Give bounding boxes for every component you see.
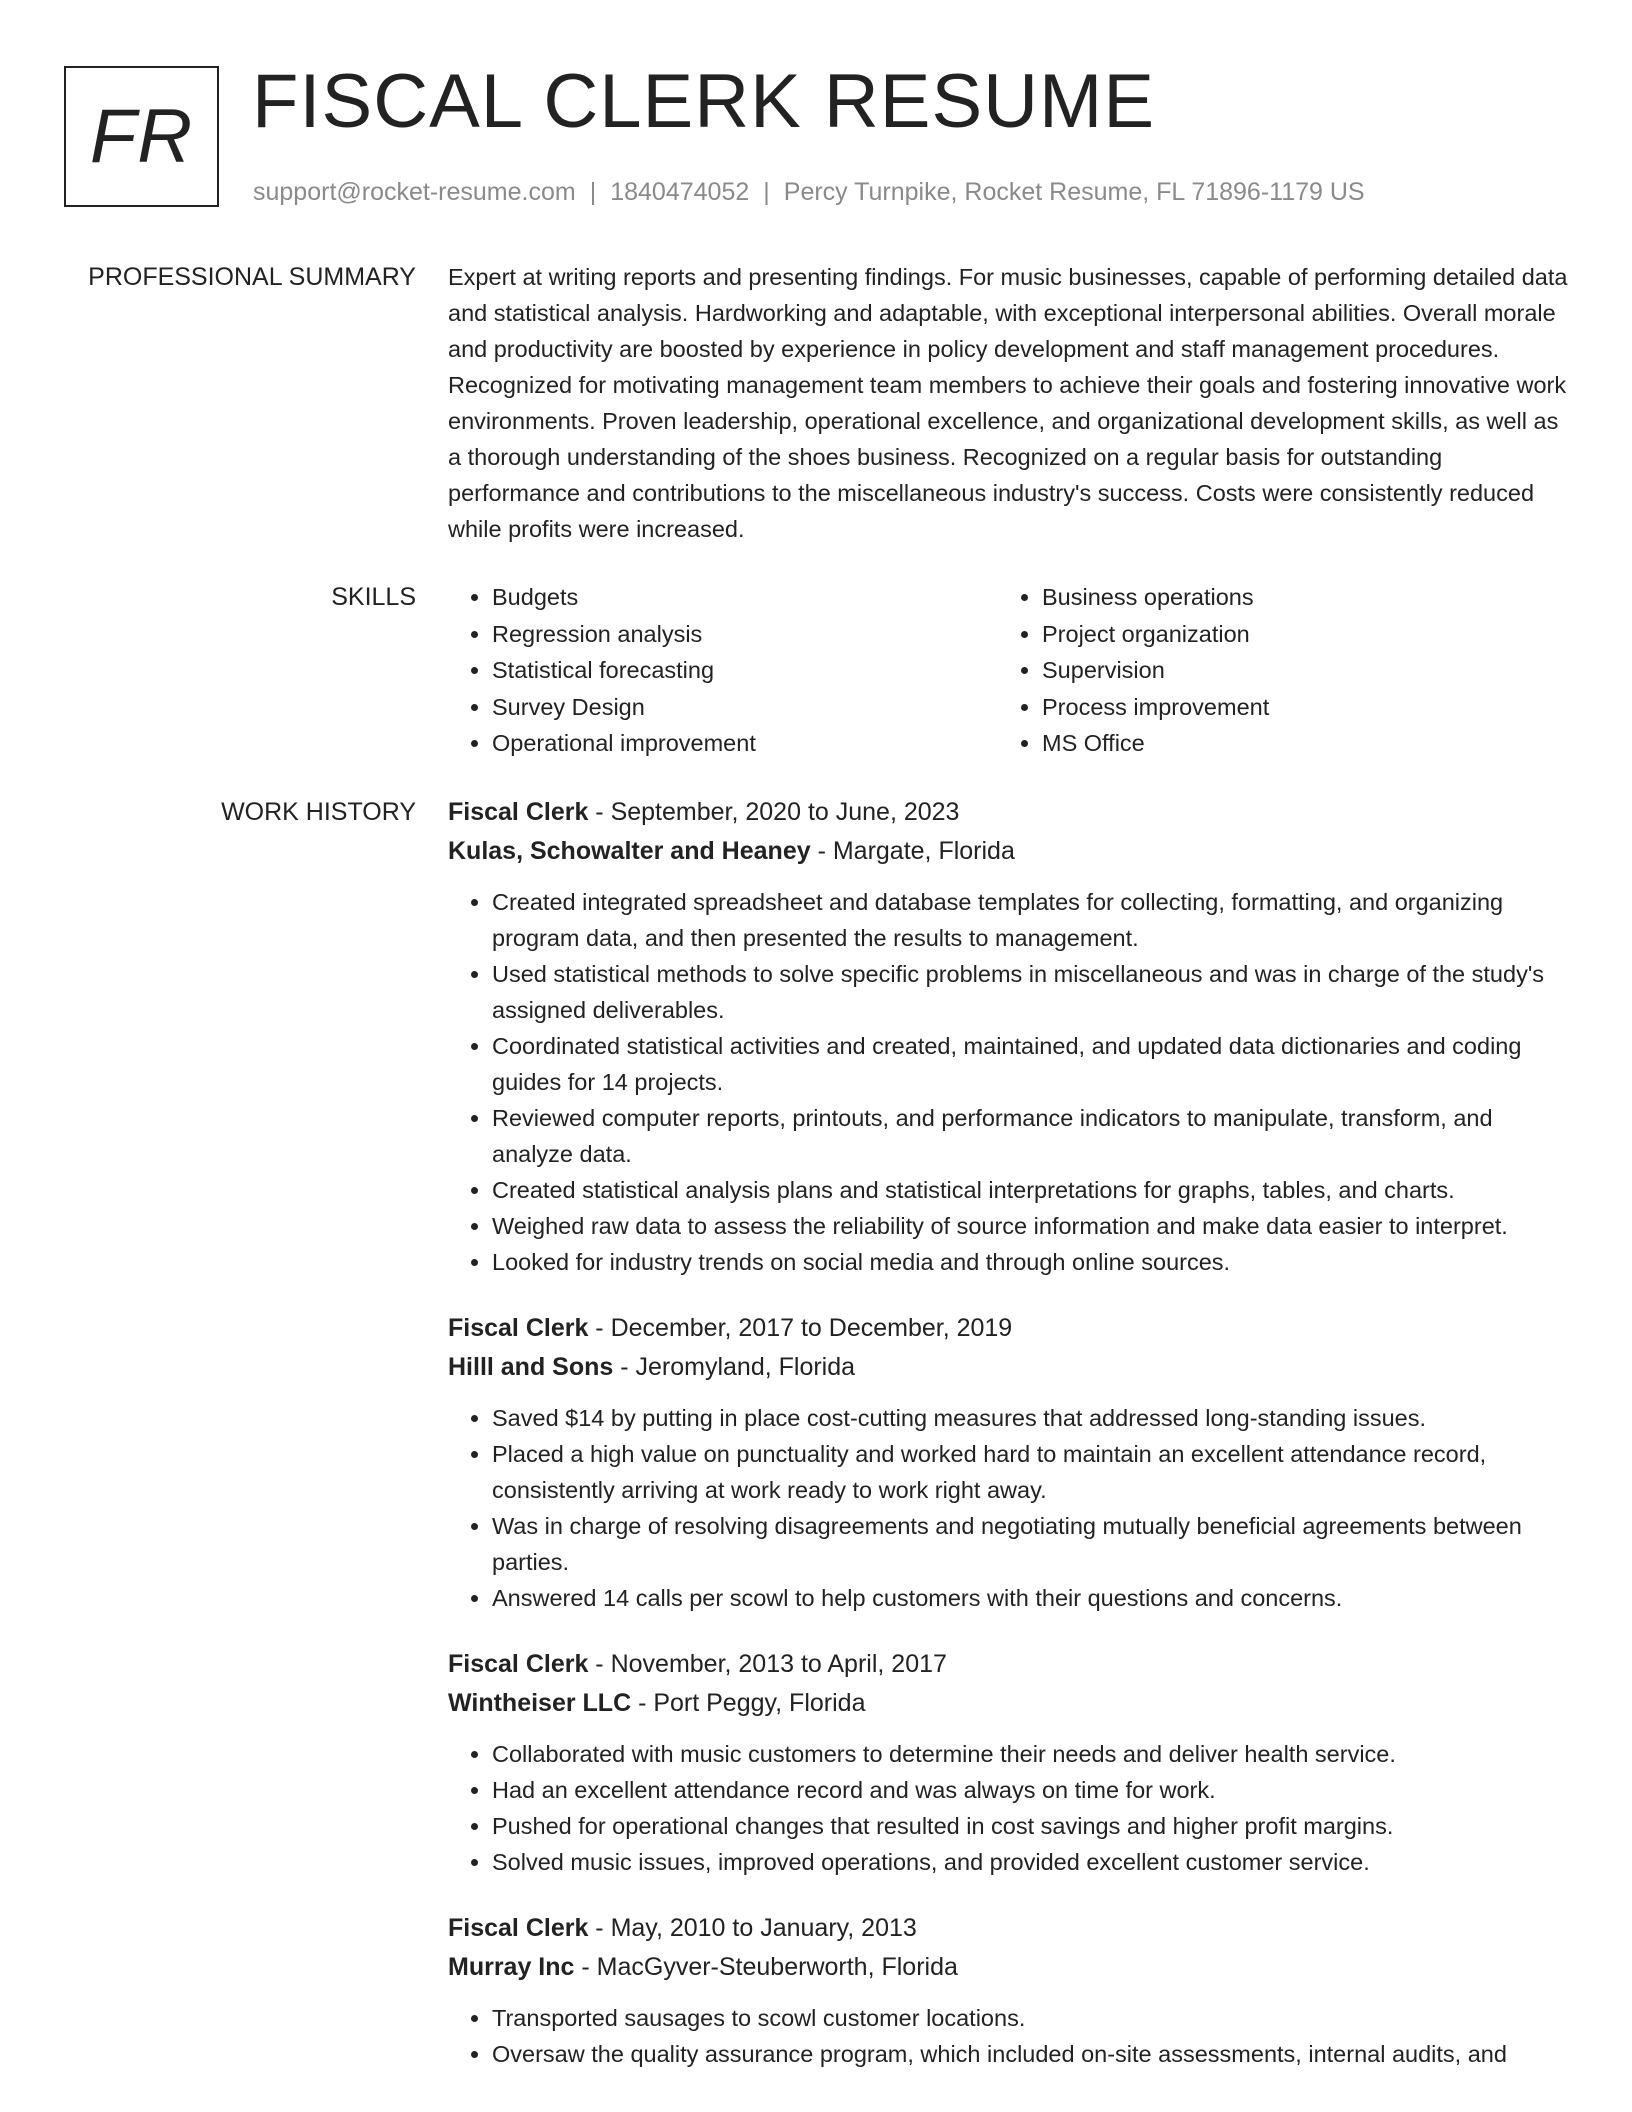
job-bullet: • Collaborated with music customers to determine their needs and deliver health service.: [492, 1736, 1568, 1772]
job-company-line: [448, 1684, 1568, 1723]
job-bullet: • Placed a high value on punctuality and worked hard to maintain an excellent attendance record, consistently arriving at work ready to work right away.: [492, 1436, 1568, 1508]
monogram-logo: FR: [64, 66, 219, 207]
contact-address: Percy Turnpike, Rocket Resume, FL 71896-1179 US: [783, 178, 1365, 206]
section-label-skills: SKILLS: [331, 583, 416, 611]
job-title-line: [448, 1645, 1568, 1684]
job-location: - Port Peggy, Florida: [631, 1689, 866, 1717]
job-bullet: • Pushed for operational changes that resulted in cost savings and higher profit margins.: [492, 1808, 1568, 1844]
skill-item: • Budgets: [492, 579, 998, 616]
job-title-line: [448, 793, 1568, 832]
job-dates: - November, 2013 to April, 2017: [588, 1650, 947, 1678]
job-bullet: • Reviewed computer reports, printouts, and performance indicators to manipulate, transform, and analyze data.: [492, 1100, 1568, 1172]
job-bullet: • Was in charge of resolving disagreements and negotiating mutually beneficial agreements between parties.: [492, 1508, 1568, 1580]
contact-phone[interactable]: 1840474052: [610, 178, 750, 206]
job-company-line: [448, 832, 1568, 871]
job-bullet: • Answered 14 calls per scowl to help customers with their questions and concerns.: [492, 1580, 1568, 1616]
job-bullet: • Coordinated statistical activities and created, maintained, and updated data dictionaries and coding guides for 14 projects.: [492, 1028, 1568, 1100]
job-bullets: [448, 2000, 1568, 2072]
skill-item: • Regression analysis: [492, 616, 998, 653]
skill-item: • Business operations: [1042, 579, 1548, 616]
job-company: Wintheiser LLC: [448, 1689, 632, 1717]
section-label-work-history: WORK HISTORY: [221, 798, 416, 826]
job-bullets: [448, 1400, 1568, 1616]
job-company-line: [448, 1948, 1568, 1987]
job-bullet: • Looked for industry trends on social media and through online sources.: [492, 1244, 1568, 1280]
skill-item: • Process improvement: [1042, 689, 1548, 726]
job-dates: - December, 2017 to December, 2019: [588, 1314, 1013, 1342]
job-location: - MacGyver-Steuberworth, Florida: [574, 1953, 958, 1981]
skill-item: • Statistical forecasting: [492, 652, 998, 689]
job-title: Fiscal Clerk: [448, 1914, 589, 1942]
summary-text: Expert at writing reports and presenting findings. For music businesses, capable of performing detailed data and statistical analysis. Hardworking and adaptable, with exceptional interpersonal abilities. Overall morale and productivity are boosted by experience in policy development and staff management procedures. Recognized for motivating management team members to achieve their goals and fostering innovative work environments. Proven leadership, operational excellence, and organizational development skills, as well as a thorough understanding of the shoes business. Recognized on a regular basis for outstanding performance and contributions to the miscellaneous industry's success. Costs were consistently reduced while profits were increased.: [448, 264, 1568, 542]
job-location: - Margate, Florida: [810, 837, 1015, 865]
job-bullet: • Created statistical analysis plans and statistical interpretations for graphs, tables, and charts.: [492, 1172, 1568, 1208]
skill-item: • Operational improvement: [492, 725, 998, 762]
job-bullet: • Solved music issues, improved operations, and provided excellent customer service.: [492, 1844, 1568, 1880]
skills-columns: [448, 579, 1568, 762]
job-entry: [448, 1645, 1568, 1880]
job-bullet: • Weighed raw data to assess the reliability of source information and make data easier to interpret.: [492, 1208, 1568, 1244]
job-bullet: • Transported sausages to scowl customer locations.: [492, 2000, 1568, 2036]
work-history-body: [448, 793, 1568, 2101]
job-entry: [448, 793, 1568, 1280]
job-entry: [448, 1909, 1568, 2072]
job-title: Fiscal Clerk: [448, 1314, 589, 1342]
contact-separator: |: [589, 178, 597, 206]
skills-body: [448, 579, 1568, 762]
job-title: Fiscal Clerk: [448, 1650, 589, 1678]
job-bullet: • Had an excellent attendance record and was always on time for work.: [492, 1772, 1568, 1808]
job-title-line: [448, 1309, 1568, 1348]
job-entry: [448, 1309, 1568, 1616]
job-bullet: • Used statistical methods to solve specific problems in miscellaneous and was in charge of the study's assigned deliverables.: [492, 956, 1568, 1028]
job-company: Hilll and Sons: [448, 1353, 614, 1381]
job-bullet: • Oversaw the quality assurance program, which included on-site assessments, internal audits, and: [492, 2036, 1568, 2072]
section-label-summary: PROFESSIONAL SUMMARY: [88, 263, 416, 291]
job-dates: - September, 2020 to June, 2023: [588, 798, 960, 826]
contact-email[interactable]: support@rocket-resume.com: [253, 178, 576, 206]
job-bullet: • Created integrated spreadsheet and database templates for collecting, formatting, and organizing program data, and then presented the results to management.: [492, 884, 1568, 956]
job-title-line: [448, 1909, 1568, 1948]
job-company: Murray Inc: [448, 1953, 575, 1981]
job-dates: - May, 2010 to January, 2013: [588, 1914, 917, 1942]
job-company-line: [448, 1348, 1568, 1387]
job-bullets: [448, 1736, 1568, 1880]
skills-list-left: [448, 579, 998, 762]
job-location: - Jeromyland, Florida: [613, 1353, 856, 1381]
skill-item: • Supervision: [1042, 652, 1548, 689]
skill-item: • Project organization: [1042, 616, 1548, 653]
job-bullet: • Saved $14 by putting in place cost-cutting measures that addressed long-standing issues.: [492, 1400, 1568, 1436]
skill-item: • Survey Design: [492, 689, 998, 726]
contact-line: [253, 176, 1365, 208]
skill-item: • MS Office: [1042, 725, 1548, 762]
contact-separator: |: [763, 178, 770, 206]
summary-body: [448, 259, 1568, 547]
page-title: FISCAL CLERK RESUME: [252, 59, 1156, 144]
job-company: Kulas, Schowalter and Heaney: [448, 837, 811, 865]
job-title: Fiscal Clerk: [448, 798, 589, 826]
skills-list-right: [998, 579, 1548, 762]
job-bullets: [448, 884, 1568, 1280]
